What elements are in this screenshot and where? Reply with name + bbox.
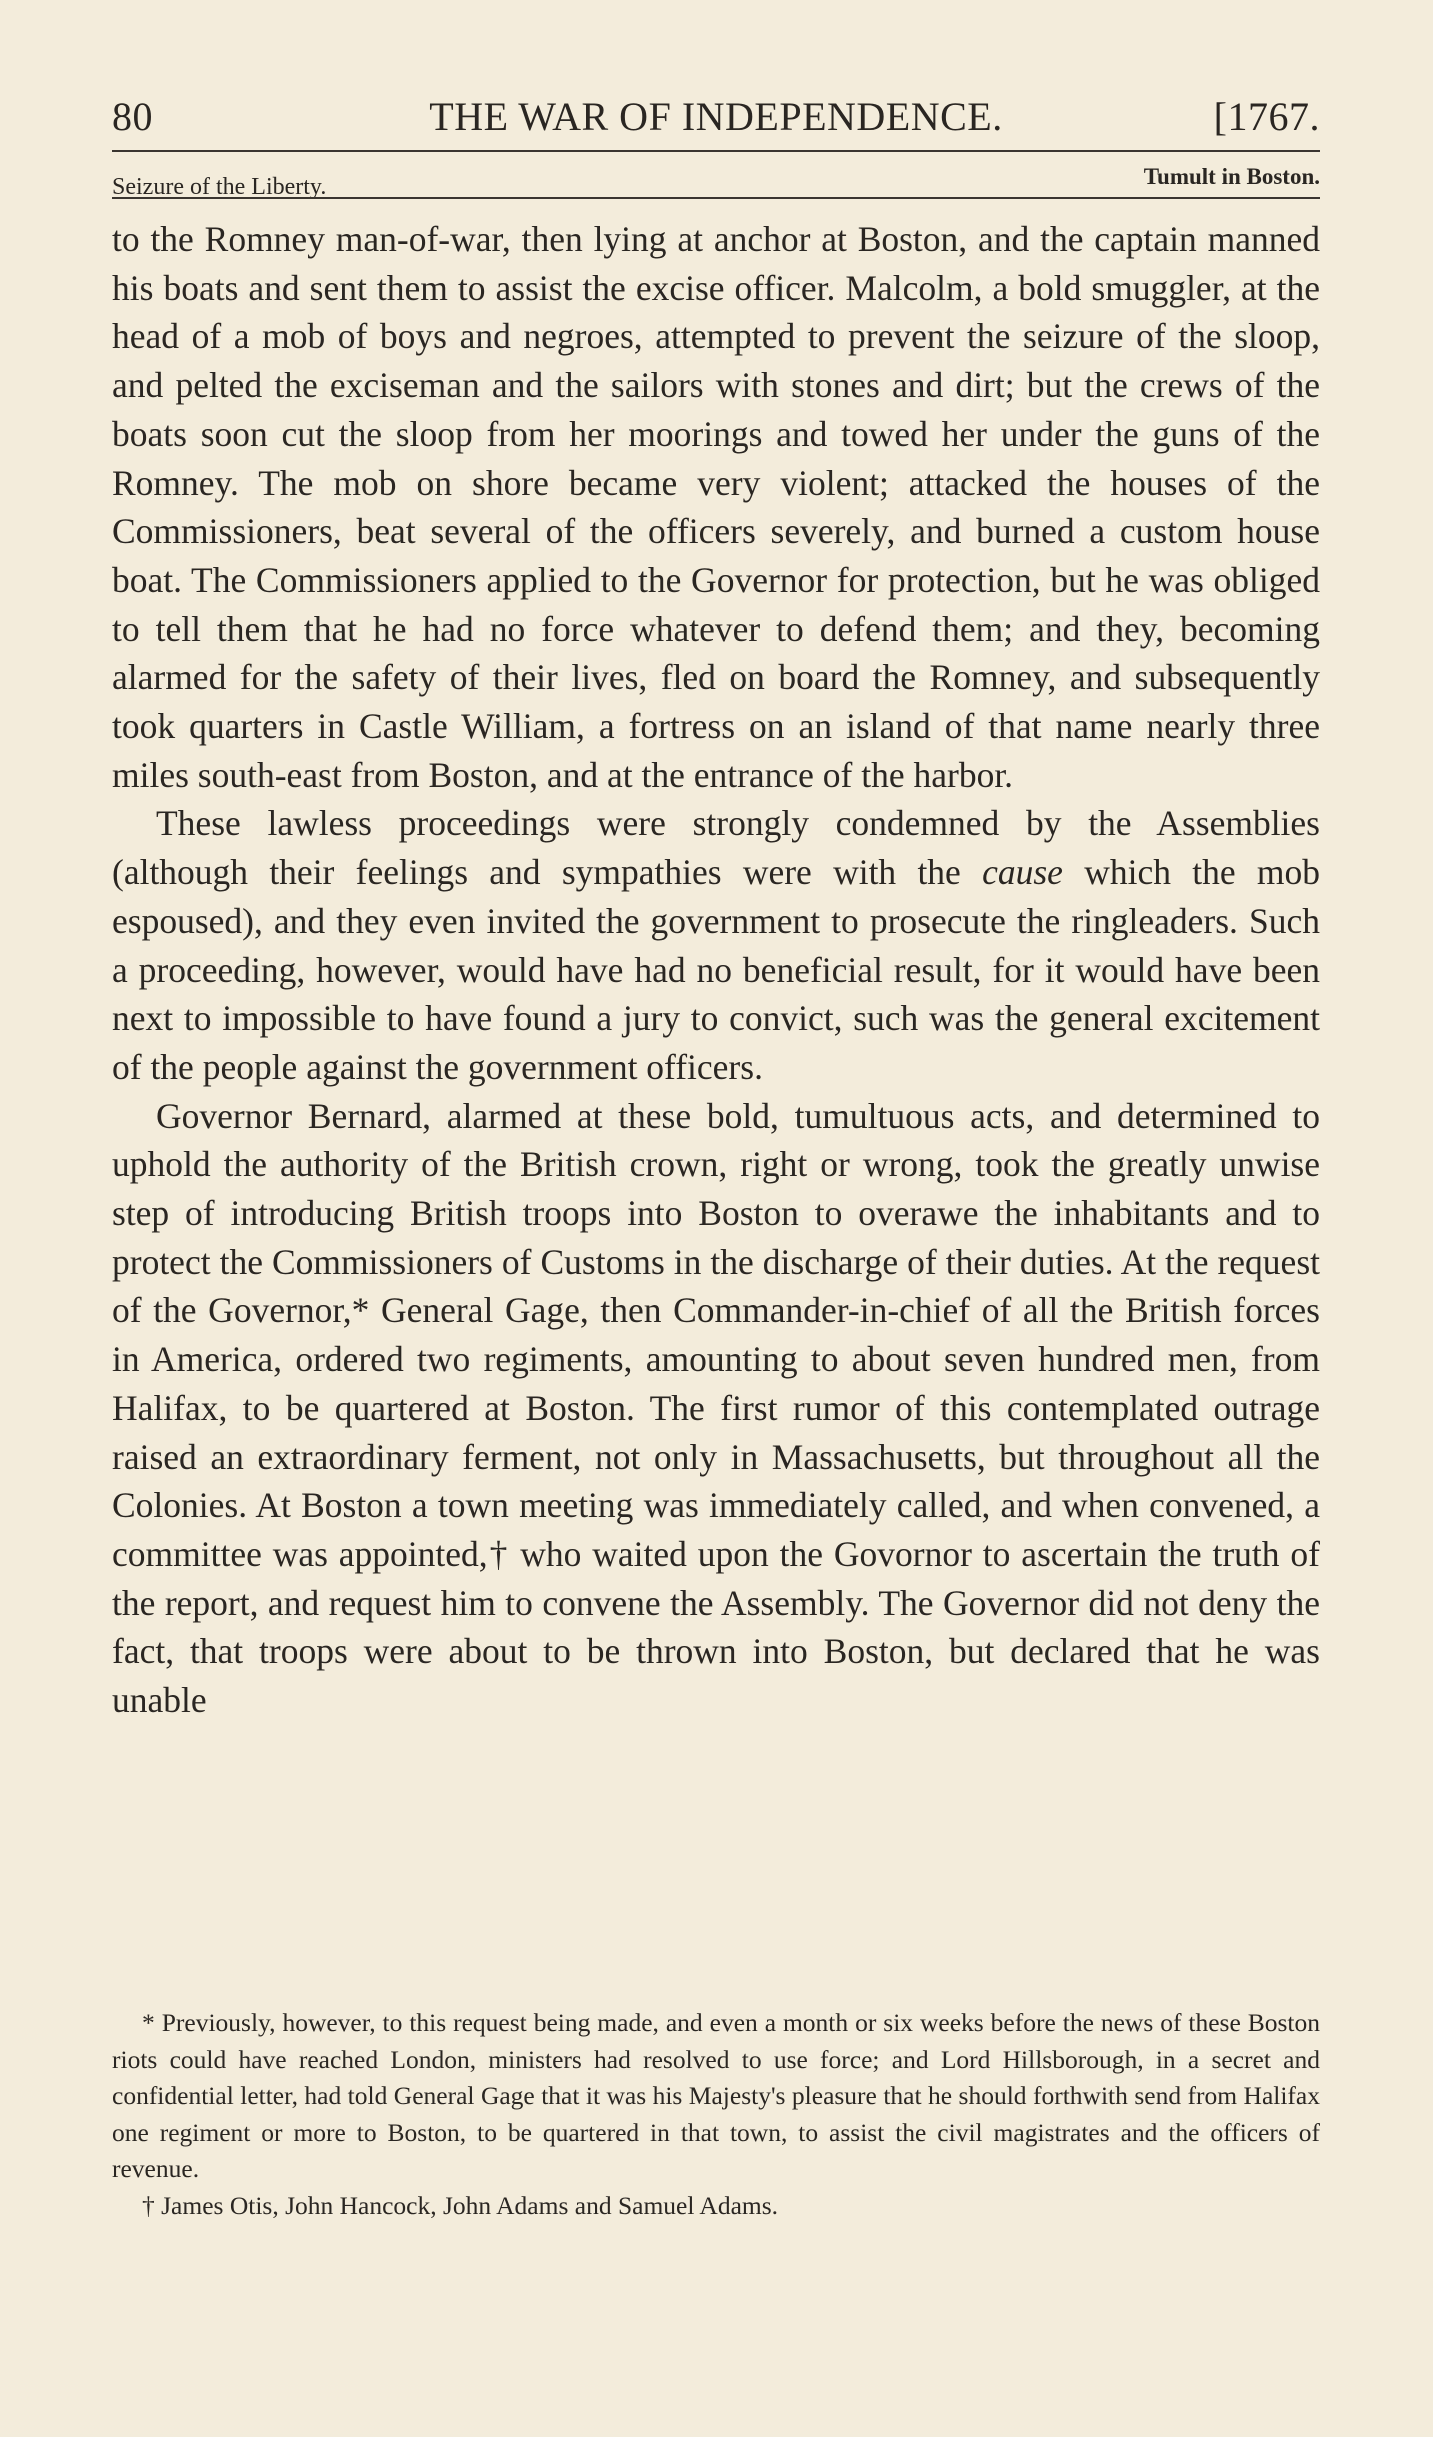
header-rule <box>112 150 1320 152</box>
footnote-1: * Previously, however, to this request being made, and even a month or six weeks before the news of these Boston riots could have reached London, ministers had resolved to use force; and Lord Hillsborough, in a secret and confidential letter, had told General Gage that it was his Majesty's pleasure that he should forthwith send from Halifax one regiment or more to Boston, to be quartered in that town, to assist the civil magistrates and the officers of revenue. <box>112 2008 1320 2183</box>
paragraph-2-start: These lawless proceedings were strongly condemned by the Assemblies (although their feelings and sympathies were with the <box>112 803 1320 893</box>
paragraph-2 <box>112 799 1320 1091</box>
left-topic: Seizure of the Liberty. <box>112 174 327 200</box>
paragraph-2-end: which the mob espoused), and they even invited the government to prosecute the ringleaders. Such a proceeding, however, would have had no beneficial result, for it would have been next to impossible to have found a jury to convict, such was the general excitement of the people against the government officers. <box>112 852 1320 1087</box>
page-number: 80 <box>112 94 153 139</box>
header-year: [1767. <box>1213 94 1320 139</box>
page-subheader <box>112 160 1320 200</box>
paragraph-3: Governor Bernard, alarmed at these bold, tumultuous acts, and determined to uphold the authority of the British crown, right or wrong, took the greatly unwise step of introducing British troops into Boston to overawe the inhabitants and to protect the Commissioners of Customs in the discharge of their duties. At the request of the Governor,* General Gage, then Commander-in-chief of all the British forces in America, ordered two regiments, amounting to about seven hundred men, from Halifax, to be quartered at Boston. The first rumor of this contemplated outrage raised an extraordinary ferment, not only in Massachusetts, but throughout all the Colonies. At Boston a town meeting was immediately called, and when convened, a committee was appointed,† who waited upon the Govornor to ascertain the truth of the report, and request him to convene the Assembly. The Governor did not deny the fact, that troops were about to be thrown into Boston, but declared that he was unable <box>112 1095 1320 1721</box>
footnote-2: † James Otis, John Hancock, John Adams and Samuel Adams. <box>142 2190 779 2220</box>
paragraph-1: to the Romney man-of-war, then lying at anchor at Boston, and the captain manned his boats and sent them to assist the excise officer. Malcolm, a bold smuggler, at the head of a mob of boys and negroes, attempted to prevent the seizure of the sloop, and pelted the exciseman and the sailors with stones and dirt; but the crews of the boats soon cut the sloop from her moorings and towed her under the guns of the Romney. The mob on shore became very violent; attacked the houses of the Commissioners, beat several of the officers severely, and burned a custom house boat. The Commissioners applied to the Governor for protection, but he was obliged to tell them that he had no force whatever to defend them; and they, becoming alarmed for the safety of their lives, fled on board the Romney, and subsequently took quarters in Castle William, a fortress on an island of that name nearly three miles south-east from Boston, and at the entrance of the harbor. <box>112 219 1320 795</box>
paragraph-2-italic: cause <box>982 852 1063 893</box>
right-topic: Tumult in Boston. <box>1143 164 1320 189</box>
body-text <box>112 215 1320 1725</box>
subheader-rule <box>112 197 1320 199</box>
running-title: THE WAR OF INDEPENDENCE. <box>429 94 1003 139</box>
page-header <box>112 92 1320 142</box>
footnotes <box>112 2005 1320 2224</box>
